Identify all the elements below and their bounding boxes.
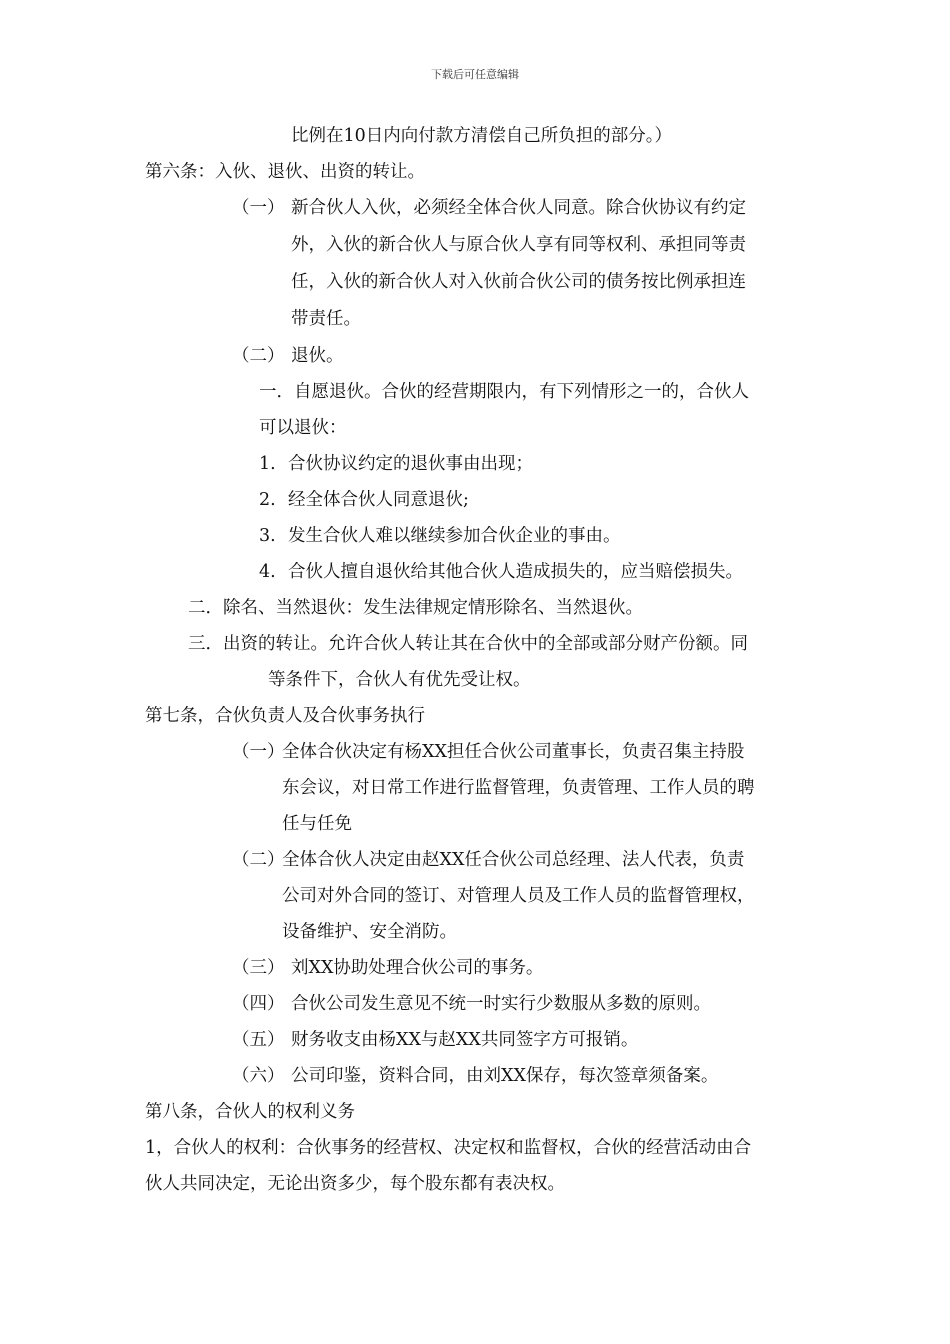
list-marker: （五） <box>232 1030 285 1050</box>
text-line: 东会议，对日常工作进行监督管理，负责管理、工作人员的聘 <box>282 778 755 798</box>
list-marker: 4. <box>259 562 276 582</box>
text-line: 发生合伙人难以继续参加合伙企业的事由。 <box>288 526 621 546</box>
text-line: 合伙人擅自退伙给其他合伙人造成损失的，应当赔偿损失。 <box>288 562 743 582</box>
text-line: 公司对外合同的签订、对管理人员及工作人员的监督管理权， <box>282 886 755 906</box>
page-header-note: 下载后可任意编辑 <box>431 68 519 81</box>
text-line: 外，入伙的新合伙人与原合伙人享有同等权利、承担同等责 <box>291 235 746 255</box>
text-line: 全体合伙人决定由赵XX任合伙公司总经理、法人代表，负责 <box>282 850 745 870</box>
text-line: 经全体合伙人同意退伙; <box>288 490 469 510</box>
list-marker: （六） <box>232 1066 285 1086</box>
article-6-heading: 第六条：入伙、退伙、出资的转让。 <box>145 162 425 182</box>
text-line: 财务收支由杨XX与赵XX共同签字方可报销。 <box>291 1030 639 1050</box>
list-marker: 1. <box>259 454 276 474</box>
list-marker: （一） <box>232 198 285 218</box>
text-line: 合伙公司发生意见不统一时实行少数服从多数的原则。 <box>291 994 711 1014</box>
text-line: 任，入伙的新合伙人对入伙前合伙公司的债务按比例承担连 <box>291 272 746 292</box>
list-marker: （一） <box>232 742 285 762</box>
article-8-heading: 第八条，合伙人的权利义务 <box>145 1102 355 1122</box>
list-marker: （二） <box>232 346 285 366</box>
text-line: 等条件下，合伙人有优先受让权。 <box>268 670 531 690</box>
text-line: 设备维护、安全消防。 <box>282 922 457 942</box>
text-line: 三．出资的转让。允许合伙人转让其在合伙中的全部或部分财产份额。同 <box>188 634 748 654</box>
text-line: 二．除名、当然退伙：发生法律规定情形除名、当然退伙。 <box>188 598 643 618</box>
article-7-heading: 第七条，合伙负责人及合伙事务执行 <box>145 706 425 726</box>
list-marker: 2. <box>259 490 276 510</box>
text-line: 刘XX协助处理合伙公司的事务。 <box>291 958 544 978</box>
text-line: 一．自愿退伙。合伙的经营期限内，有下列情形之一的，合伙人 <box>259 382 749 402</box>
list-marker: 3. <box>259 526 276 546</box>
text-line: 公司印鉴，资料合同，由刘XX保存，每次签章须备案。 <box>291 1066 719 1086</box>
list-marker: （二） <box>232 850 285 870</box>
text-line: 1，合伙人的权利：合伙事务的经营权、决定权和监督权，合伙的经营活动由合 <box>145 1138 752 1158</box>
text-line: 任与任免 <box>282 814 352 834</box>
text-line: 带责任。 <box>291 309 361 329</box>
list-marker: （四） <box>232 994 285 1014</box>
text-line: 新合伙人入伙，必须经全体合伙人同意。除合伙协议有约定 <box>291 198 746 218</box>
text-line: 退伙。 <box>291 346 344 366</box>
text-line: 全体合伙决定有杨XX担任合伙公司董事长，负责召集主持股 <box>282 742 745 762</box>
text-line: 伙人共同决定，无论出资多少，每个股东都有表决权。 <box>145 1174 565 1194</box>
text-line: 比例在10日内向付款方清偿自己所负担的部分。） <box>291 126 673 146</box>
list-marker: （三） <box>232 958 285 978</box>
text-line: 可以退伙： <box>259 418 347 438</box>
text-line: 合伙协议约定的退伙事由出现； <box>288 454 533 474</box>
